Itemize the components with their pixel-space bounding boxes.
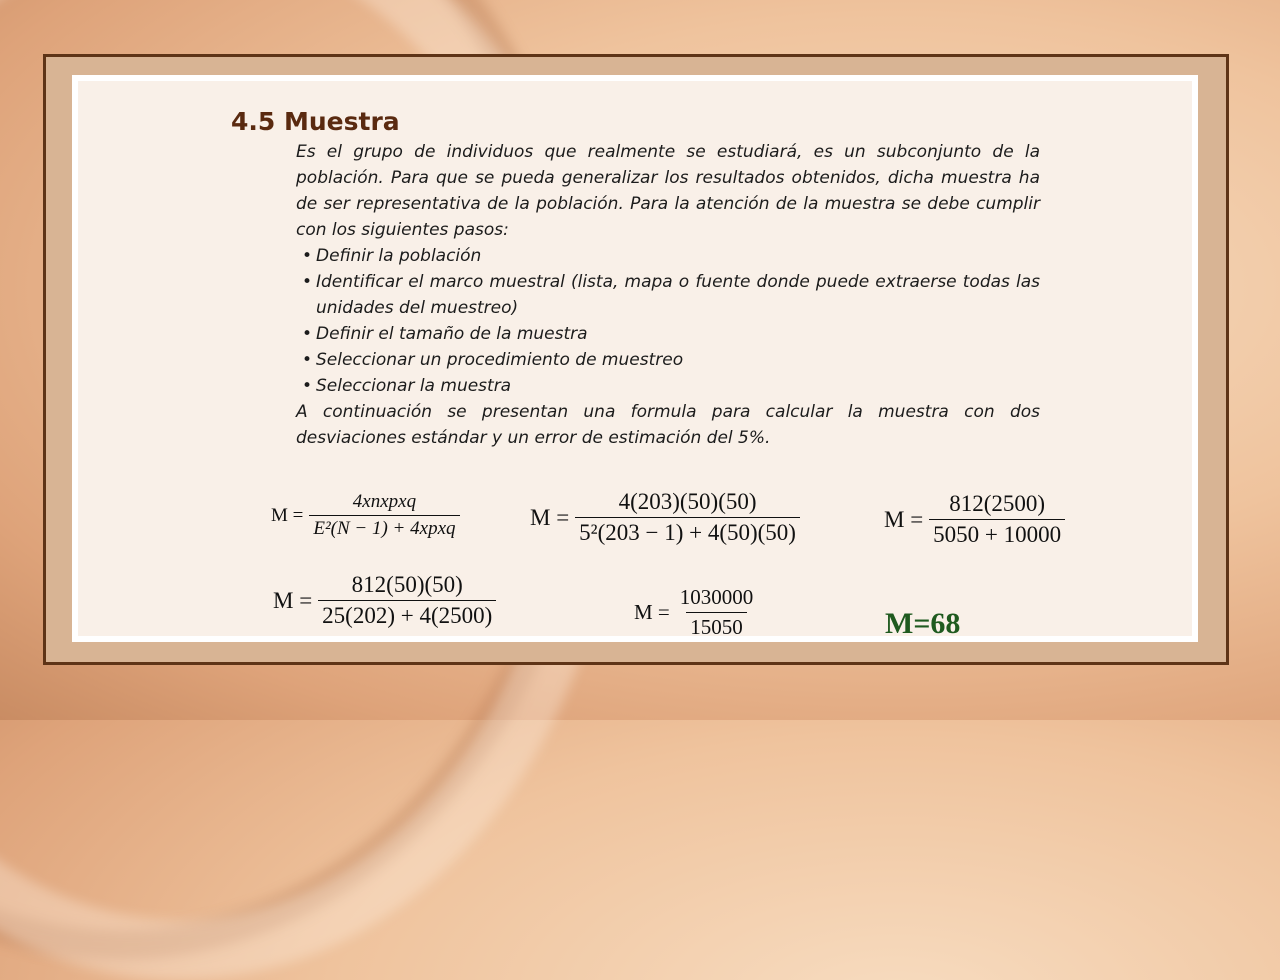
list-item: • Definir la población [316, 243, 1040, 269]
numerator: 812(2500) [949, 491, 1046, 516]
body-text [296, 139, 1040, 451]
denominator: 15050 [686, 612, 747, 640]
formula-lhs: M = [530, 504, 570, 530]
formula-step-3 [884, 491, 1065, 548]
numerator: 4xnxpxq [352, 491, 417, 512]
denominator: E²(N − 1) + 4xpxq [309, 515, 459, 540]
fraction [318, 572, 496, 629]
intro-paragraph: Es el grupo de individuos que realmente se estudiará, es un subconjunto de la población. Para que se pueda generalizar los resultados obtenidos, dicha muestra ha de ser representativa de la población. Para la atención de la muestra se debe cumplir con los siguientes pasos: [296, 142, 1040, 240]
fraction [929, 491, 1065, 548]
list-item: • Definir el tamaño de la muestra [316, 321, 1040, 347]
content-panel [72, 75, 1198, 642]
slide-frame [43, 54, 1229, 665]
denominator: 25(202) + 4(2500) [318, 600, 496, 629]
fraction [676, 585, 758, 640]
denominator: 5²(203 − 1) + 4(50)(50) [575, 517, 800, 546]
formula-step-5 [634, 585, 757, 640]
list-item: • Seleccionar un procedimiento de muestreo [316, 347, 1040, 373]
formula-substituted [530, 489, 800, 546]
fraction [309, 491, 459, 540]
steps-list [296, 243, 1040, 399]
slide-title: 4.5 Muestra [231, 107, 400, 136]
numerator: 4(203)(50)(50) [618, 489, 757, 514]
numerator: 1030000 [679, 585, 754, 609]
closing-paragraph: A continuación se presentan una formula para calcular la muestra con dos desviaciones estándar y un error de estimación del 5%. [296, 402, 1040, 448]
result-value: M=68 [885, 607, 961, 640]
formula-lhs: M = [634, 600, 670, 624]
formula-step-4 [273, 572, 496, 629]
numerator: 812(50)(50) [351, 572, 463, 597]
list-item: • Identificar el marco muestral (lista, mapa o fuente donde puede extraerse todas las unidades del muestreo) [316, 269, 1040, 321]
formula-general [271, 491, 460, 540]
list-item: • Seleccionar la muestra [316, 373, 1040, 399]
formula-lhs: M = [884, 506, 924, 532]
formula-lhs: M = [273, 587, 313, 613]
fraction [575, 489, 800, 546]
formula-lhs: M = [271, 504, 304, 526]
denominator: 5050 + 10000 [929, 519, 1065, 548]
